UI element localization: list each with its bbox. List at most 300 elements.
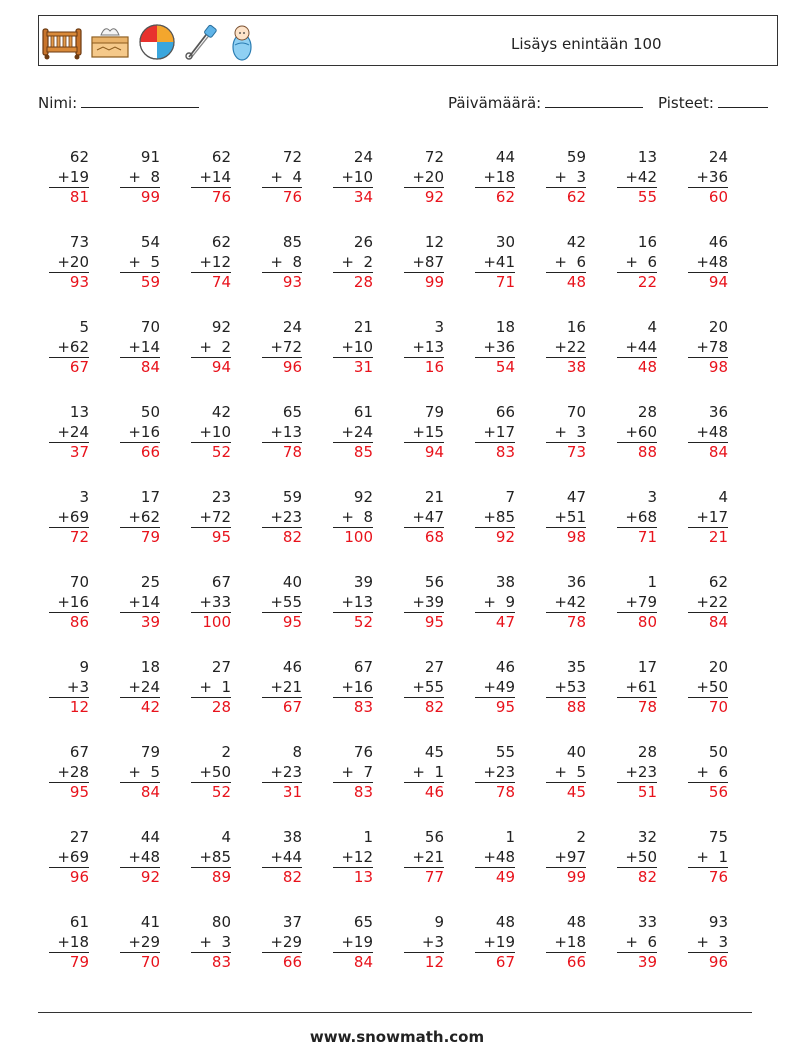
addend-bottom: +16 — [341, 677, 373, 696]
addend-bottom: +16 — [57, 592, 89, 611]
addend-top: 25 — [140, 573, 160, 591]
addend-bottom: +17 — [483, 422, 515, 441]
addend-top: 3 — [647, 488, 657, 506]
addition-problem — [475, 148, 515, 208]
addition-problem — [475, 913, 515, 973]
addend-bottom: +3 — [66, 677, 89, 696]
addend-top: 54 — [140, 233, 160, 251]
addend-top: 3 — [434, 318, 444, 336]
addend-top: 46 — [282, 658, 302, 676]
answer: 98 — [688, 357, 728, 378]
addend-bottom: +87 — [412, 252, 444, 271]
addend-top: 20 — [708, 658, 728, 676]
addition-problem — [404, 318, 444, 378]
addition-problem — [262, 913, 302, 973]
addition-problem — [475, 233, 515, 293]
answer: 95 — [404, 612, 444, 633]
addend-bottom: +10 — [341, 167, 373, 186]
addend-bottom: +50 — [696, 677, 728, 696]
addend-top: 38 — [282, 828, 302, 846]
answer: 94 — [191, 357, 231, 378]
addition-problem — [617, 318, 657, 378]
answer: 67 — [49, 357, 89, 378]
worksheet-title: Lisäys enintään 100 — [511, 35, 662, 53]
answer: 38 — [546, 357, 586, 378]
addend-top: 23 — [211, 488, 231, 506]
addend-top: 36 — [566, 573, 586, 591]
addend-top: 2 — [576, 828, 586, 846]
addend-bottom: + 3 — [554, 167, 586, 186]
answer: 52 — [333, 612, 373, 633]
addition-problem — [546, 743, 586, 803]
addend-top: 37 — [282, 913, 302, 931]
addition-problem — [191, 658, 231, 718]
answer: 12 — [49, 697, 89, 718]
answer: 82 — [262, 527, 302, 548]
addition-problem — [49, 148, 89, 208]
answer: 52 — [191, 782, 231, 803]
addend-top: 62 — [211, 233, 231, 251]
addition-problem — [262, 828, 302, 888]
addend-bottom: +21 — [270, 677, 302, 696]
addition-problem — [262, 318, 302, 378]
answer: 94 — [688, 272, 728, 293]
addend-bottom: +24 — [57, 422, 89, 441]
addend-bottom: + 1 — [412, 762, 444, 781]
addend-top: 39 — [353, 573, 373, 591]
answer: 71 — [475, 272, 515, 293]
addition-problem — [191, 403, 231, 463]
answer: 76 — [191, 187, 231, 208]
addend-top: 26 — [353, 233, 373, 251]
answer: 60 — [688, 187, 728, 208]
addend-top: 65 — [353, 913, 373, 931]
answer: 78 — [475, 782, 515, 803]
addend-top: 4 — [718, 488, 728, 506]
answer: 59 — [120, 272, 160, 293]
addition-problem — [475, 658, 515, 718]
addition-problem — [191, 743, 231, 803]
addend-top: 48 — [566, 913, 586, 931]
answer: 78 — [617, 697, 657, 718]
addend-top: 70 — [140, 318, 160, 336]
addend-bottom: +79 — [625, 592, 657, 611]
addition-problem — [475, 403, 515, 463]
addend-bottom: +14 — [199, 167, 231, 186]
addend-bottom: +10 — [199, 422, 231, 441]
addend-bottom: +18 — [483, 167, 515, 186]
addend-top: 38 — [495, 573, 515, 591]
addition-problem — [546, 233, 586, 293]
addend-top: 28 — [637, 403, 657, 421]
addend-bottom: + 3 — [554, 422, 586, 441]
addition-problem — [475, 743, 515, 803]
addend-top: 79 — [424, 403, 444, 421]
addend-top: 7 — [505, 488, 515, 506]
answer: 73 — [546, 442, 586, 463]
addend-top: 70 — [69, 573, 89, 591]
answer: 82 — [262, 867, 302, 888]
addend-top: 67 — [211, 573, 231, 591]
addition-problem — [120, 743, 160, 803]
answer: 74 — [191, 272, 231, 293]
addend-bottom: + 7 — [341, 762, 373, 781]
addition-problem — [262, 573, 302, 633]
addend-top: 40 — [566, 743, 586, 761]
answer: 37 — [49, 442, 89, 463]
addend-bottom: + 8 — [128, 167, 160, 186]
answer: 93 — [262, 272, 302, 293]
answer: 99 — [546, 867, 586, 888]
addend-bottom: +48 — [483, 847, 515, 866]
addend-bottom: + 3 — [199, 932, 231, 951]
addend-bottom: +68 — [625, 507, 657, 526]
addend-bottom: +23 — [483, 762, 515, 781]
addend-bottom: +23 — [270, 762, 302, 781]
addend-top: 76 — [353, 743, 373, 761]
addend-bottom: +12 — [341, 847, 373, 866]
addend-top: 62 — [708, 573, 728, 591]
addition-problem — [546, 403, 586, 463]
addend-bottom: +18 — [554, 932, 586, 951]
addition-problem — [191, 233, 231, 293]
addend-bottom: +29 — [270, 932, 302, 951]
addend-top: 17 — [637, 658, 657, 676]
answer: 66 — [546, 952, 586, 973]
addend-top: 91 — [140, 148, 160, 166]
addend-bottom: + 6 — [696, 762, 728, 781]
addition-problem — [546, 318, 586, 378]
addition-problem — [404, 573, 444, 633]
answer: 12 — [404, 952, 444, 973]
addend-bottom: +28 — [57, 762, 89, 781]
addition-problem — [617, 658, 657, 718]
addition-problem — [333, 828, 373, 888]
addend-top: 44 — [140, 828, 160, 846]
answer: 49 — [475, 867, 515, 888]
addend-top: 13 — [69, 403, 89, 421]
addend-top: 5 — [79, 318, 89, 336]
answer: 28 — [191, 697, 231, 718]
addition-problem — [262, 148, 302, 208]
answer: 22 — [617, 272, 657, 293]
addition-problem — [617, 743, 657, 803]
addend-top: 93 — [708, 913, 728, 931]
addend-top: 72 — [282, 148, 302, 166]
addition-problem — [120, 913, 160, 973]
addend-top: 8 — [292, 743, 302, 761]
addend-bottom: +12 — [199, 252, 231, 271]
answer: 99 — [120, 187, 160, 208]
answer: 95 — [475, 697, 515, 718]
addition-problem — [475, 318, 515, 378]
answer: 76 — [688, 867, 728, 888]
addend-top: 55 — [495, 743, 515, 761]
answer: 21 — [688, 527, 728, 548]
answer: 83 — [475, 442, 515, 463]
addend-bottom: +15 — [412, 422, 444, 441]
addition-problem — [333, 913, 373, 973]
answer: 84 — [688, 612, 728, 633]
addition-problem — [546, 913, 586, 973]
addition-problem — [191, 148, 231, 208]
addition-problem — [262, 658, 302, 718]
addition-problem — [49, 318, 89, 378]
answer: 84 — [120, 357, 160, 378]
addend-top: 70 — [566, 403, 586, 421]
answer: 48 — [546, 272, 586, 293]
answer: 70 — [688, 697, 728, 718]
answer: 88 — [546, 697, 586, 718]
addend-bottom: +19 — [341, 932, 373, 951]
addition-problem — [333, 318, 373, 378]
addition-problem — [49, 403, 89, 463]
addend-top: 16 — [637, 233, 657, 251]
addition-problem — [333, 403, 373, 463]
addition-problem — [617, 403, 657, 463]
addition-problem — [333, 488, 373, 548]
addend-bottom: +21 — [412, 847, 444, 866]
answer: 52 — [191, 442, 231, 463]
answer: 28 — [333, 272, 373, 293]
addend-bottom: +69 — [57, 507, 89, 526]
answer: 56 — [688, 782, 728, 803]
addend-bottom: +51 — [554, 507, 586, 526]
answer: 54 — [475, 357, 515, 378]
addition-problem — [546, 573, 586, 633]
addend-bottom: +69 — [57, 847, 89, 866]
answer: 78 — [546, 612, 586, 633]
addend-top: 56 — [424, 828, 444, 846]
answer: 84 — [688, 442, 728, 463]
addition-problem — [49, 233, 89, 293]
addend-bottom: + 1 — [696, 847, 728, 866]
addend-top: 67 — [69, 743, 89, 761]
addend-top: 13 — [637, 148, 657, 166]
answer: 55 — [617, 187, 657, 208]
answer: 46 — [404, 782, 444, 803]
addend-top: 32 — [637, 828, 657, 846]
addend-top: 1 — [647, 573, 657, 591]
addition-problem — [475, 573, 515, 633]
addend-top: 12 — [424, 233, 444, 251]
addend-top: 44 — [495, 148, 515, 166]
addition-problem — [688, 148, 728, 208]
addend-top: 24 — [282, 318, 302, 336]
addition-problem — [262, 403, 302, 463]
addend-bottom: +13 — [412, 337, 444, 356]
addition-problem — [191, 318, 231, 378]
answer: 80 — [617, 612, 657, 633]
answer: 39 — [120, 612, 160, 633]
answer: 39 — [617, 952, 657, 973]
date-label: Päivämäärä: — [448, 94, 542, 112]
addend-top: 18 — [140, 658, 160, 676]
addend-top: 21 — [353, 318, 373, 336]
addend-top: 79 — [140, 743, 160, 761]
addition-problem — [617, 148, 657, 208]
answer: 96 — [49, 867, 89, 888]
addend-bottom: + 8 — [341, 507, 373, 526]
addend-bottom: + 6 — [625, 252, 657, 271]
answer: 89 — [191, 867, 231, 888]
score-label: Pisteet: — [658, 94, 714, 112]
addition-problem — [404, 233, 444, 293]
answer: 86 — [49, 612, 89, 633]
answer: 83 — [333, 782, 373, 803]
addend-top: 72 — [424, 148, 444, 166]
answer: 99 — [404, 272, 444, 293]
addend-bottom: +60 — [625, 422, 657, 441]
addition-problem — [688, 658, 728, 718]
answer: 83 — [333, 697, 373, 718]
addition-problem — [688, 233, 728, 293]
footer-divider — [38, 1012, 752, 1013]
addend-top: 21 — [424, 488, 444, 506]
answer: 82 — [404, 697, 444, 718]
answer: 77 — [404, 867, 444, 888]
addend-bottom: +24 — [128, 677, 160, 696]
answer: 96 — [688, 952, 728, 973]
addition-problem — [262, 488, 302, 548]
answer: 67 — [475, 952, 515, 973]
addition-problem — [404, 658, 444, 718]
answer: 66 — [120, 442, 160, 463]
addition-problem — [333, 148, 373, 208]
addition-problem — [688, 318, 728, 378]
answer: 100 — [333, 527, 373, 548]
answer: 51 — [617, 782, 657, 803]
addend-top: 35 — [566, 658, 586, 676]
addition-problem — [617, 233, 657, 293]
addend-top: 56 — [424, 573, 444, 591]
addend-bottom: +62 — [128, 507, 160, 526]
addition-problem — [333, 658, 373, 718]
addition-problem — [49, 913, 89, 973]
addend-bottom: +19 — [57, 167, 89, 186]
answer: 85 — [333, 442, 373, 463]
answer: 70 — [120, 952, 160, 973]
addition-problem — [688, 913, 728, 973]
addition-problem — [120, 318, 160, 378]
addition-problem — [333, 743, 373, 803]
addition-problem — [333, 573, 373, 633]
addend-top: 16 — [566, 318, 586, 336]
addend-bottom: + 3 — [696, 932, 728, 951]
addend-top: 3 — [79, 488, 89, 506]
addend-bottom: +18 — [57, 932, 89, 951]
addition-problem — [333, 233, 373, 293]
addend-top: 28 — [637, 743, 657, 761]
answer: 71 — [617, 527, 657, 548]
addend-top: 30 — [495, 233, 515, 251]
footer-site: www.snowmath.com — [309, 1028, 485, 1046]
answer: 67 — [262, 697, 302, 718]
addition-problem — [688, 403, 728, 463]
addend-bottom: +48 — [696, 422, 728, 441]
addend-top: 24 — [708, 148, 728, 166]
answer: 78 — [262, 442, 302, 463]
addend-top: 41 — [140, 913, 160, 931]
addend-top: 73 — [69, 233, 89, 251]
addition-problem — [546, 148, 586, 208]
addition-problem — [617, 913, 657, 973]
addend-top: 65 — [282, 403, 302, 421]
answer: 42 — [120, 697, 160, 718]
addend-top: 61 — [353, 403, 373, 421]
addend-bottom: +14 — [128, 592, 160, 611]
addend-bottom: +97 — [554, 847, 586, 866]
addend-bottom: + 6 — [625, 932, 657, 951]
addend-bottom: +44 — [270, 847, 302, 866]
addition-problem — [120, 828, 160, 888]
addend-top: 46 — [708, 233, 728, 251]
addend-bottom: +53 — [554, 677, 586, 696]
addition-problem — [617, 488, 657, 548]
answer: 31 — [333, 357, 373, 378]
addend-bottom: +3 — [421, 932, 444, 951]
addend-top: 27 — [69, 828, 89, 846]
addition-problem — [120, 658, 160, 718]
answer: 68 — [404, 527, 444, 548]
addend-top: 27 — [211, 658, 231, 676]
addend-top: 17 — [140, 488, 160, 506]
addend-bottom: +50 — [199, 762, 231, 781]
answer: 92 — [475, 527, 515, 548]
addend-bottom: +22 — [696, 592, 728, 611]
addend-bottom: +14 — [128, 337, 160, 356]
addend-top: 46 — [495, 658, 515, 676]
addend-top: 66 — [495, 403, 515, 421]
addend-bottom: +16 — [128, 422, 160, 441]
answer: 45 — [546, 782, 586, 803]
answer: 81 — [49, 187, 89, 208]
addend-bottom: +47 — [412, 507, 444, 526]
addend-bottom: +50 — [625, 847, 657, 866]
answer: 47 — [475, 612, 515, 633]
answer: 76 — [262, 187, 302, 208]
addend-bottom: + 6 — [554, 252, 586, 271]
addend-bottom: + 9 — [483, 592, 515, 611]
addition-problem — [404, 743, 444, 803]
answer: 34 — [333, 187, 373, 208]
addition-problem — [49, 828, 89, 888]
addition-problem — [404, 488, 444, 548]
addend-top: 80 — [211, 913, 231, 931]
addition-problem — [404, 148, 444, 208]
addend-top: 33 — [637, 913, 657, 931]
answer: 83 — [191, 952, 231, 973]
addend-bottom: +20 — [57, 252, 89, 271]
addend-top: 42 — [566, 233, 586, 251]
addend-bottom: +20 — [412, 167, 444, 186]
addend-top: 24 — [353, 148, 373, 166]
addend-bottom: +55 — [412, 677, 444, 696]
addend-top: 92 — [211, 318, 231, 336]
addition-problem — [120, 233, 160, 293]
addition-problem — [262, 743, 302, 803]
addend-top: 27 — [424, 658, 444, 676]
addend-bottom: +42 — [554, 592, 586, 611]
answer: 93 — [49, 272, 89, 293]
addend-top: 50 — [708, 743, 728, 761]
addend-top: 20 — [708, 318, 728, 336]
addend-top: 9 — [434, 913, 444, 931]
answer: 84 — [120, 782, 160, 803]
addend-bottom: +24 — [341, 422, 373, 441]
addend-bottom: +13 — [341, 592, 373, 611]
addend-bottom: +29 — [128, 932, 160, 951]
